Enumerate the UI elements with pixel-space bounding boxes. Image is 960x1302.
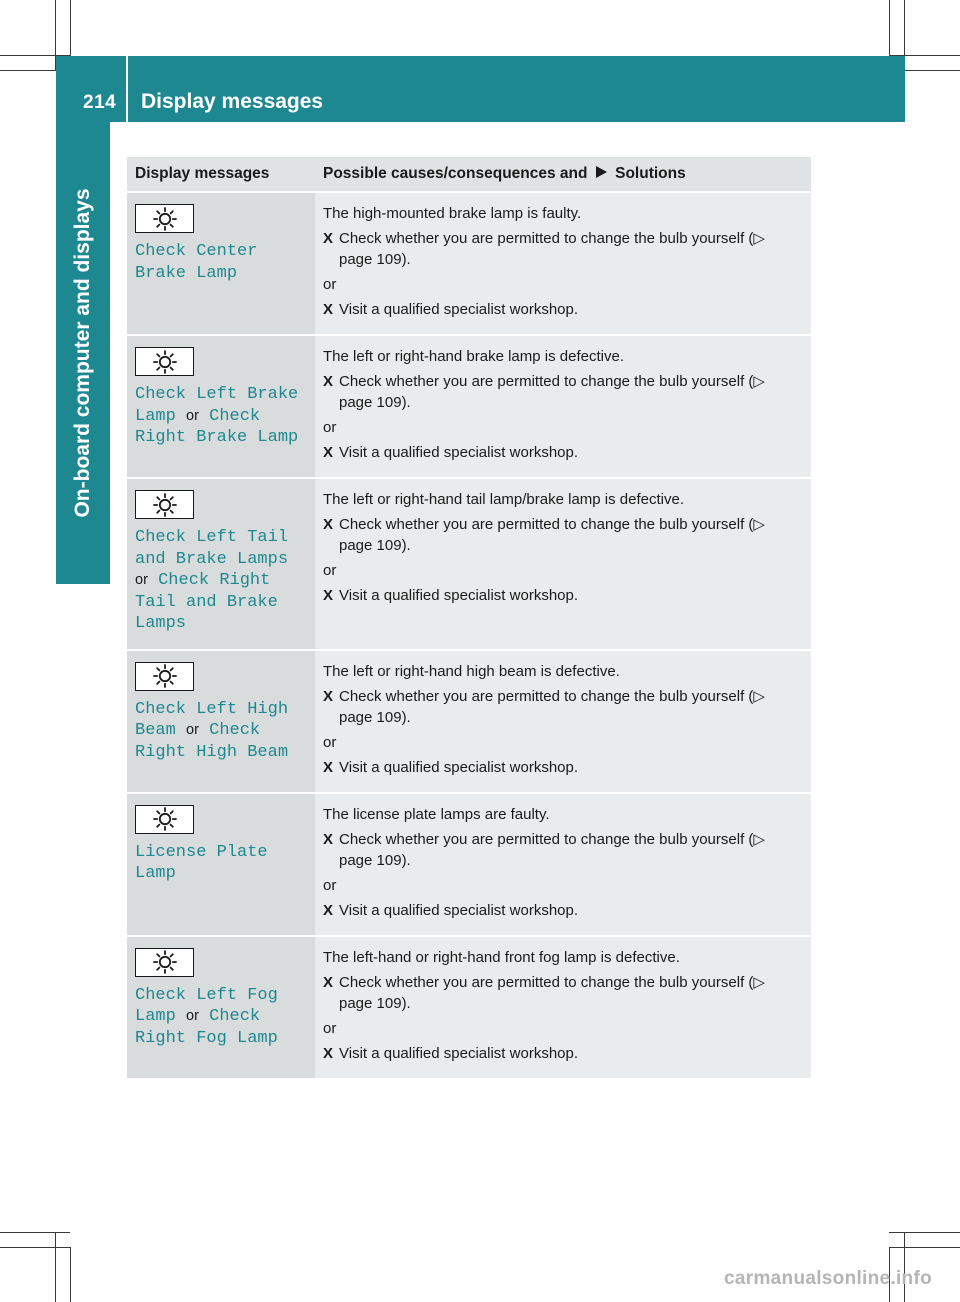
display-message-part: Check Left Tail and Brake Lamps [135, 528, 289, 569]
display-message-text [135, 699, 306, 764]
display-message-part: Check Left High Beam [135, 699, 289, 740]
solution-step [323, 1043, 802, 1064]
solution-cell [315, 336, 811, 477]
table-header-row [127, 157, 811, 191]
chapter-label: On-board computer and displays [71, 188, 94, 518]
solution-step-text: Check whether you are permitted to change the bulb yourself (▷ page 109). [339, 373, 765, 411]
message-cell [127, 937, 315, 1078]
lamp-indicator [135, 805, 194, 834]
solution-step-text: Check whether you are permitted to change the bulb yourself (▷ page 109). [339, 830, 765, 869]
action-arrow-icon: X [323, 516, 334, 533]
display-message-part: Check Left Fog Lamp [135, 985, 278, 1026]
solution-cell [315, 937, 811, 1078]
message-cell [127, 651, 315, 792]
solution-step-text: Visit a qualified specialist workshop. [339, 1044, 579, 1062]
solution-step-text: Check whether you are permitted to change the bulb yourself (▷ page 109). [339, 973, 765, 1012]
display-message-part: Check Right Fog Lamp [135, 1007, 278, 1048]
solution-step-text: Check whether you are permitted to change the bulb yourself (▷ page 109). [339, 230, 765, 268]
bulb-icon [152, 206, 178, 232]
cause-description: The left-hand or right-hand front fog lamp is defective. [323, 948, 680, 966]
crop-mark [0, 1232, 70, 1233]
table-row [127, 937, 811, 1078]
display-message-text [135, 241, 306, 284]
solution-step-text: Visit a qualified specialist workshop. [339, 758, 579, 776]
or-separator: or [323, 876, 337, 894]
cause-description: The left or right-hand tail lamp/brake lamp is defective. [323, 491, 685, 508]
lamp-indicator [135, 948, 194, 977]
header-divider [126, 56, 128, 122]
solution-step-text: Visit a qualified specialist workshop. [339, 301, 579, 318]
action-arrow-icon: X [323, 587, 334, 604]
lamp-indicator [135, 662, 194, 691]
solution-step-text: Visit a qualified specialist workshop. [339, 901, 579, 919]
message-cell [127, 336, 315, 477]
crop-mark [55, 1232, 56, 1302]
action-arrow-icon: X [323, 901, 334, 919]
solution-step-text: Visit a qualified specialist workshop. [339, 587, 579, 604]
action-arrow-icon: X [323, 230, 334, 247]
display-message-text [135, 384, 306, 449]
page-number: 214 [83, 92, 117, 113]
solution-step-text: Check whether you are permitted to change the bulb yourself (▷ page 109). [339, 687, 765, 726]
display-message-part: Check Right Brake Lamp [135, 406, 299, 447]
cause-description: The high-mounted brake lamp is faulty. [323, 205, 582, 222]
lamp-indicator [135, 347, 194, 376]
table-row [127, 479, 811, 649]
column-header-solutions [315, 157, 811, 191]
or-separator: or [323, 562, 337, 579]
chapter-side-tab [56, 122, 110, 584]
action-arrow-icon: X [323, 758, 334, 776]
or-separator: or [323, 276, 337, 293]
solution-step [323, 757, 802, 778]
or-connector: or [135, 572, 148, 588]
solution-step [323, 900, 802, 921]
solution-step [323, 299, 802, 320]
display-message-part: Check Right Tail and Brake Lamps [135, 571, 278, 633]
table-row [127, 193, 811, 334]
solution-cell [315, 794, 811, 935]
display-message-part: Check Center Brake Lamp [135, 242, 258, 283]
cause-description: The left or right-hand brake lamp is defective. [323, 348, 624, 365]
solution-step [323, 585, 802, 606]
table-row [127, 794, 811, 935]
watermark: carmanualsonline.info [724, 1268, 932, 1289]
or-connector: or [186, 722, 199, 738]
bulb-icon [152, 949, 178, 975]
bulb-icon [152, 663, 178, 689]
display-message-text [135, 842, 306, 885]
crop-mark [904, 1232, 905, 1302]
bulb-icon [152, 349, 178, 375]
action-arrow-icon: X [323, 373, 334, 390]
bulb-icon [152, 806, 178, 832]
cause-description: The license plate lamps are faulty. [323, 805, 550, 823]
solution-cell [315, 193, 811, 334]
or-connector: or [186, 407, 199, 424]
action-arrow-icon: X [323, 301, 334, 318]
table-row [127, 336, 811, 477]
crop-mark [70, 1247, 71, 1302]
message-cell [127, 193, 315, 334]
or-separator: or [323, 1019, 337, 1037]
display-message-text [135, 985, 306, 1050]
solution-arrow-icon [595, 165, 608, 179]
action-arrow-icon: X [323, 973, 334, 991]
solution-step [323, 972, 802, 1014]
crop-mark [889, 1232, 960, 1233]
or-separator: or [323, 419, 337, 436]
solution-step [323, 514, 802, 556]
solution-step [323, 442, 802, 463]
solution-step-text: Visit a qualified specialist workshop. [339, 444, 579, 461]
solution-step [323, 829, 802, 871]
crop-mark [0, 1247, 70, 1248]
solution-cell [315, 479, 811, 649]
solution-step [323, 686, 802, 728]
solution-step [323, 228, 802, 270]
table-row [127, 651, 811, 792]
lamp-indicator [135, 490, 194, 519]
or-separator: or [323, 733, 337, 751]
action-arrow-icon: X [323, 830, 334, 848]
cause-description: The left or right-hand high beam is defective. [323, 662, 620, 680]
page-header [56, 56, 905, 122]
column-header-causes-label: Possible causes/consequences and [323, 165, 588, 182]
solution-cell [315, 651, 811, 792]
solution-step-text: Check whether you are permitted to change the bulb yourself (▷ page 109). [339, 516, 765, 554]
message-cell [127, 794, 315, 935]
display-message-text [135, 527, 306, 635]
column-header-solutions-label: Solutions [615, 165, 686, 182]
message-cell [127, 479, 315, 649]
bulb-icon [152, 492, 178, 518]
column-header-display-messages: Display messages [127, 157, 315, 191]
display-message-part: License Plate Lamp [135, 842, 268, 883]
or-connector: or [186, 1008, 199, 1024]
section-title: Display messages [141, 90, 324, 113]
display-messages-table [127, 155, 811, 1080]
display-message-part: Check Left Brake Lamp [135, 385, 299, 426]
action-arrow-icon: X [323, 687, 334, 705]
display-message-part: Check Right High Beam [135, 721, 289, 762]
action-arrow-icon: X [323, 444, 334, 461]
action-arrow-icon: X [323, 1044, 334, 1062]
crop-mark [889, 1247, 960, 1248]
solution-step [323, 371, 802, 413]
lamp-indicator [135, 204, 194, 233]
